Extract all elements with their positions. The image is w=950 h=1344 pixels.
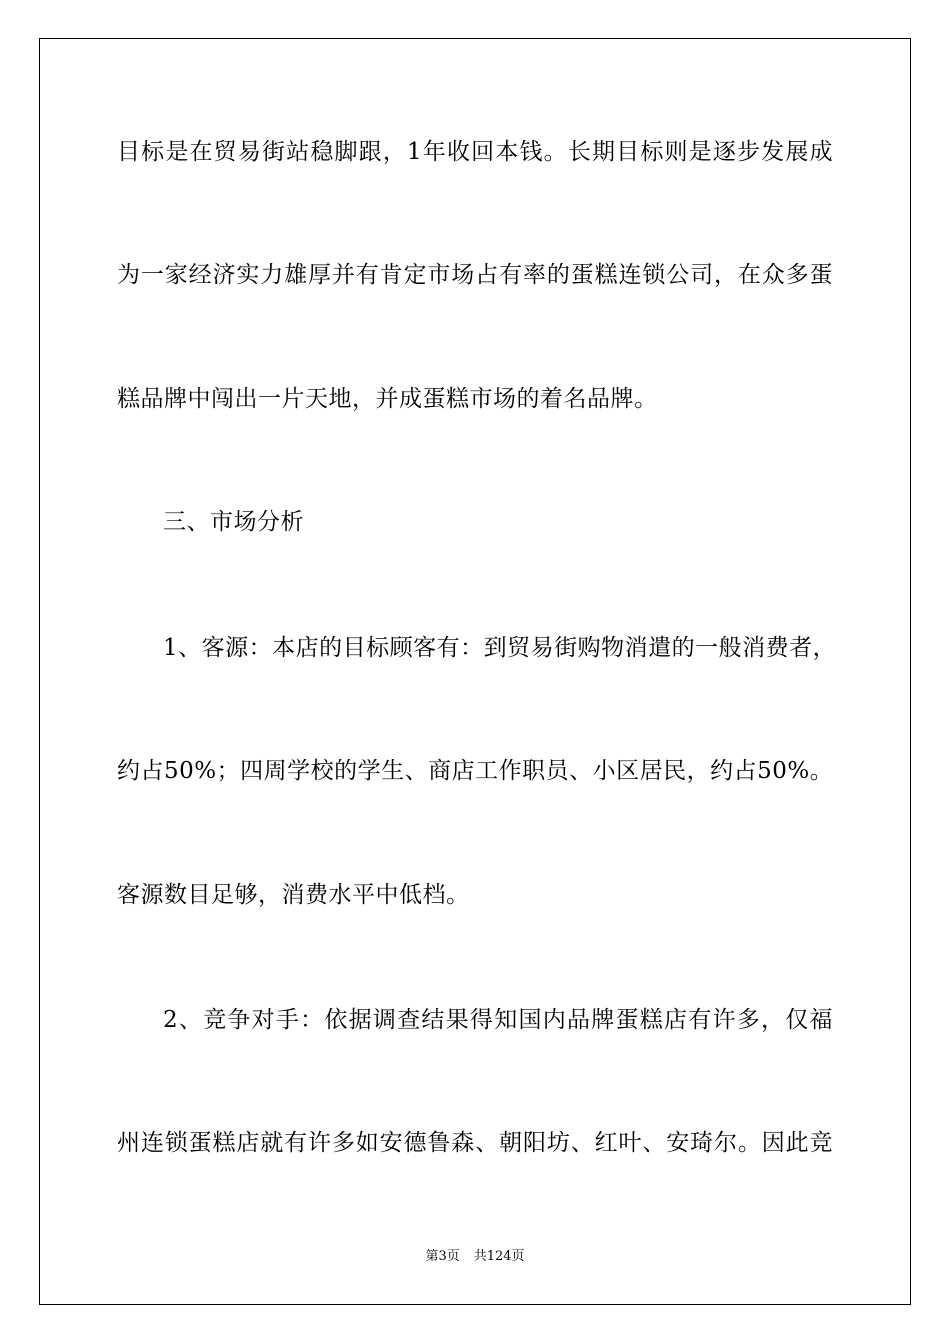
page-border — [39, 38, 911, 1305]
body-line-5: 1、客源：本店的目标顾客有：到贸易街购物消遣的一般消费者， — [163, 635, 837, 661]
body-line-1: 目标是在贸易街站稳脚跟，1年收回本钱。长期目标则是逐步发展成 — [117, 139, 833, 165]
body-line-7: 客源数目足够，消费水平中低档。 — [117, 882, 470, 908]
section-heading: 三、市场分析 — [163, 509, 304, 535]
body-line-3: 糕品牌中闯出一片天地，并成蛋糕市场的着名品牌。 — [117, 386, 658, 412]
body-line-6: 约占50%；四周学校的学生、商店工作职员、小区居民，约占50%。 — [117, 758, 834, 784]
body-line-8: 2、竞争对手：依据调查结果得知国内品牌蛋糕店有许多，仅福 — [163, 1007, 833, 1033]
page-footer — [0, 1248, 950, 1266]
page-number: 第3页 — [425, 1249, 460, 1264]
body-line-2: 为一家经济实力雄厚并有肯定市场占有率的蛋糕连锁公司，在众多蛋 — [117, 262, 833, 288]
body-line-9: 州连锁蛋糕店就有许多如安德鲁森、朝阳坊、红叶、安琦尔。因此竞 — [117, 1130, 833, 1156]
page-total: 共124页 — [473, 1249, 525, 1264]
